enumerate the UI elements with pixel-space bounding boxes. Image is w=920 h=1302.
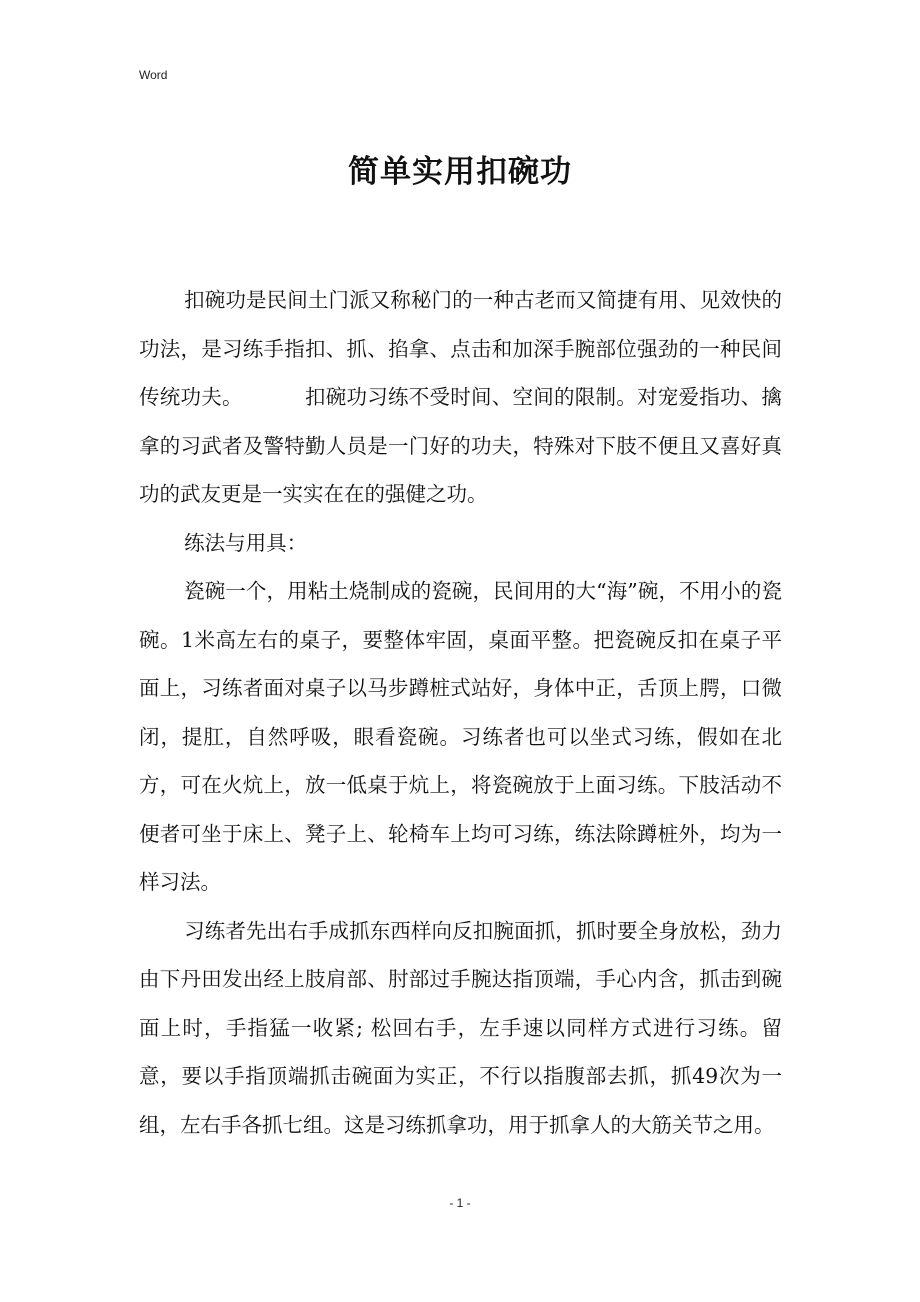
header-label: Word bbox=[139, 68, 168, 82]
paragraph: 练法与用具： bbox=[184, 530, 308, 555]
paragraph: 瓷碗一个，用粘土烧制成的瓷碗，民间用的大“海”碗，不用小的瓷碗。1米高左右的桌子，要整体牢固，桌面平整。把瓷碗反扣在桌子平面上，习练者面对桌子以马步蹲桩式站好，身体中正，舌顶上腭，口微闭，提肛，自然呼吸，眼看瓷碗。习练者也可以坐式习练，假如在北方，可在火炕上，放一低桌于炕上，将瓷碗放于上面习练。下肢活动不便者可坐于床上、凳子上、轮椅车上均可习练，练法除蹲桩外，均为一样习法。 bbox=[139, 579, 782, 894]
document-title: 简单实用扣碗功 bbox=[348, 154, 572, 190]
paragraph bbox=[139, 276, 782, 519]
page-number: - 1 - bbox=[449, 1196, 471, 1210]
paragraph-text: 扣碗功习练不受时间、空间的限制。对宠爱指功、擒拿的习武者及警特勤人员是一门好的功夫，特殊对下肢不便且又喜好真功的武友更是一实实在在的强健之功。 bbox=[139, 385, 782, 506]
paragraph: 习练者先出右手成抓东西样向反扣腕面抓，抓时要全身放松，劲力由下丹田发出经上肢肩部、肘部过手腕达指顶端，手心内含，抓击到碗面上时，手指猛一收紧; 松回右手，左手速以同样方式进行习练。留意，要以手指顶端抓击碗面为实正，不行以指腹部去抓，抓49次为一组，左右手各抓七组。这是习练抓拿功，用于抓拿人的大筋关节之用。 bbox=[139, 918, 782, 1137]
paragraph-text: 扣碗功是民间土门派又称秘门的一种古老而又简捷有用、见效快的功法，是习练手指扣、抓、掐拿、点击和加深手腕部位强劲的一种民间传统功夫。 bbox=[139, 288, 782, 409]
document-body bbox=[139, 276, 782, 1149]
